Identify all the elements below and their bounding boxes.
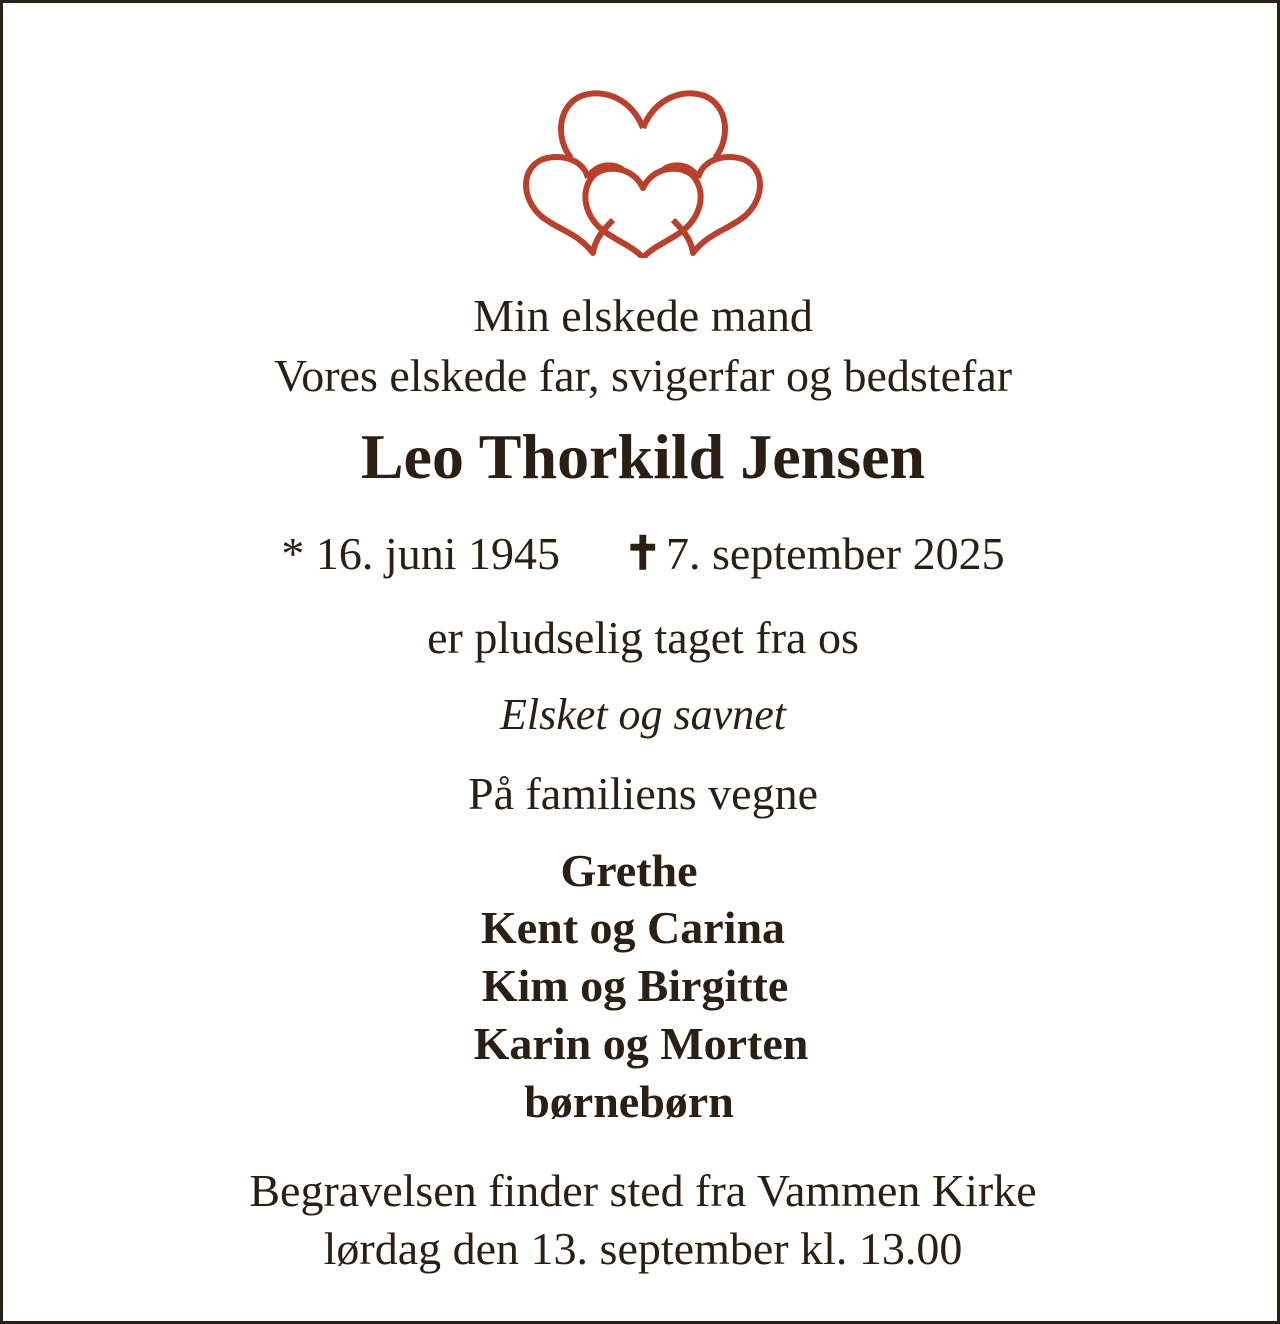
family-member: Kent og Carina — [480, 902, 786, 953]
cross-icon: ✝ — [623, 528, 663, 579]
on-behalf-text: På familiens vegne — [467, 768, 818, 819]
tagline: Elsket og savnet — [500, 690, 786, 739]
death-date: 7. september 2025 — [666, 528, 1005, 579]
life-dates — [3, 528, 1280, 579]
family-member: Karin og Morten — [473, 1018, 809, 1069]
funeral-line-1: Begravelsen finder sted fra Vammen Kirke — [249, 1165, 1037, 1216]
passing-message: er pludselig taget fra os — [427, 612, 859, 663]
birth-date: 16. juni 1945 — [315, 528, 560, 579]
funeral-line-2: lørdag den 13. september kl. 13.00 — [323, 1223, 963, 1274]
deceased-name: Leo Thorkild Jensen — [360, 421, 926, 492]
family-member: Kim og Birgitte — [481, 960, 789, 1011]
intro-line-2: Vores elskede far, svigerfar og bedstefar — [273, 350, 1013, 401]
family-member: Grethe — [560, 845, 698, 896]
family-member: børnebørn — [524, 1076, 734, 1127]
hearts-icon — [513, 78, 773, 258]
intro-line-1: Min elskede mand — [473, 290, 813, 341]
birth-symbol: * — [281, 528, 305, 579]
